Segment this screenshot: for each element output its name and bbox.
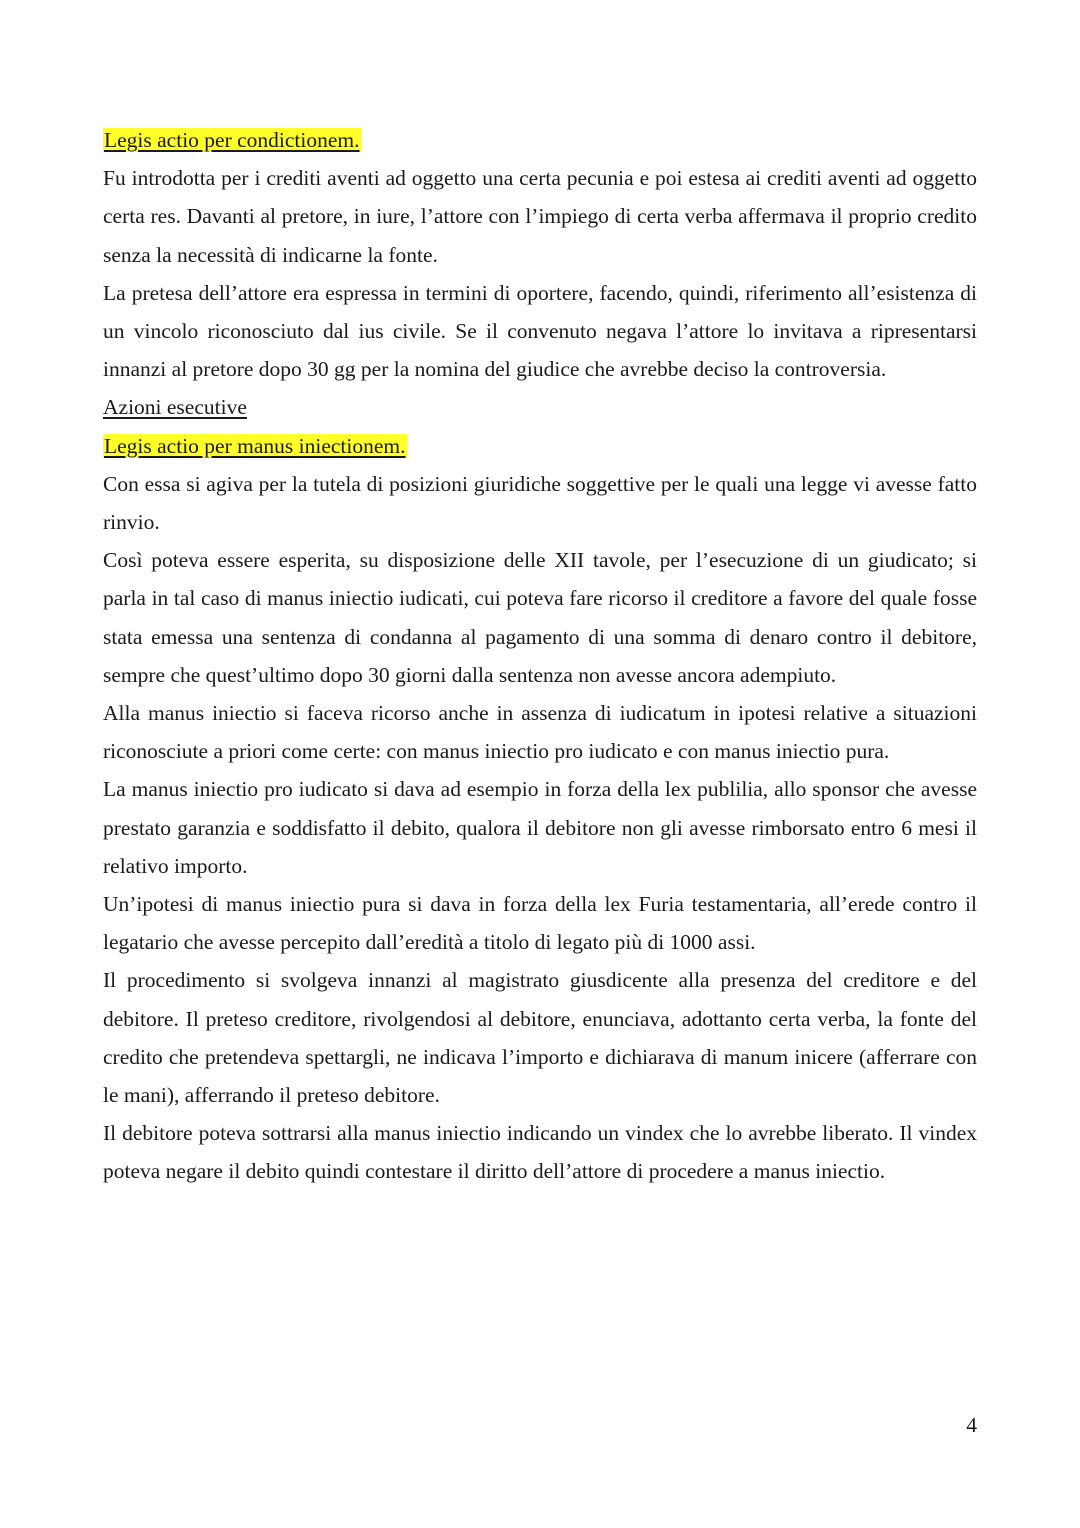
paragraph: Fu introdotta per i crediti aventi ad oggetto una certa pecunia e poi estesa ai crediti aventi ad oggetto certa res. Davanti al pretore, in iure, l’attore con l’impiego di certa verba affermava il proprio credito senza la necessità di indicarne la fonte. [103,166,977,267]
paragraph: Il debitore poteva sottrarsi alla manus iniectio indicando un vindex che lo avrebbe liberato. Il vindex poteva negare il debito quindi contestare il diritto dell’attore di procedere a manus iniectio. [103,1121,977,1184]
paragraph: Con essa si agiva per la tutela di posizioni giuridiche soggettive per le quali una legge vi avesse fatto rinvio. [103,471,977,535]
highlighted-heading-text: Legis actio per condictionem. [104,128,360,152]
underlined-title-text: Azioni esecutive [103,395,247,420]
document-page [103,121,977,1191]
paragraph: Alla manus iniectio si faceva ricorso anche in assenza di iudicatum in ipotesi relative a situazioni riconosciute a priori come certe: con manus iniectio pro iudicato e con manus iniectio pura. [103,701,977,764]
paragraph: Un’ipotesi di manus iniectio pura si dava in forza della lex Furia testamentaria, all’erede contro il legatario che avesse percepito dall’eredità a titolo di legato più di 1000 assi. [103,892,977,955]
paragraph: Il procedimento si svolgeva innanzi al magistrato giusdicente alla presenza del creditore e del debitore. Il preteso creditore, rivolgendosi al debitore, enunciava, adottanto certa verba, la fonte del credito che pretendeva spettargli, ne indicava l’importo e dichiarava di manum inicere (afferrare con le mani), afferrando il preteso debitore. [103,968,977,1108]
section-heading-condictionem [103,121,977,159]
paragraph: Così poteva essere esperita, su disposizione delle XII tavole, per l’esecuzione di un giudicato; si parla in tal caso di manus iniectio iudicati, cui poteva fare ricorso il creditore a favore del quale fosse stata emessa una sentenza di condanna al pagamento di una somma di denaro contro il debitore, sempre che quest’ultimo dopo 30 giorni dalla sentenza non avesse ancora adempiuto. [103,548,977,687]
highlighted-heading-text: Legis actio per manus iniectionem. [104,433,406,458]
page-number: 4 [966,1413,977,1437]
paragraph: La manus iniectio pro iudicato si dava ad esempio in forza della lex publilia, allo sponsor che avesse prestato garanzia e soddisfatto il debito, qualora il debitore non gli avesse rimborsato entro 6 mesi il relativo importo. [103,777,977,878]
subsection-title-azioni-esecutive [103,388,977,426]
section-heading-manus-iniectionem [103,427,977,465]
paragraph: La pretesa dell’attore era espressa in termini di oportere, facendo, quindi, riferimento all’esistenza di un vincolo riconosciuto dal ius civile. Se il convenuto negava l’attore lo invitava a ripresentarsi innanzi al pretore dopo 30 gg per la nomina del giudice che avrebbe deciso la controversia. [103,280,977,382]
